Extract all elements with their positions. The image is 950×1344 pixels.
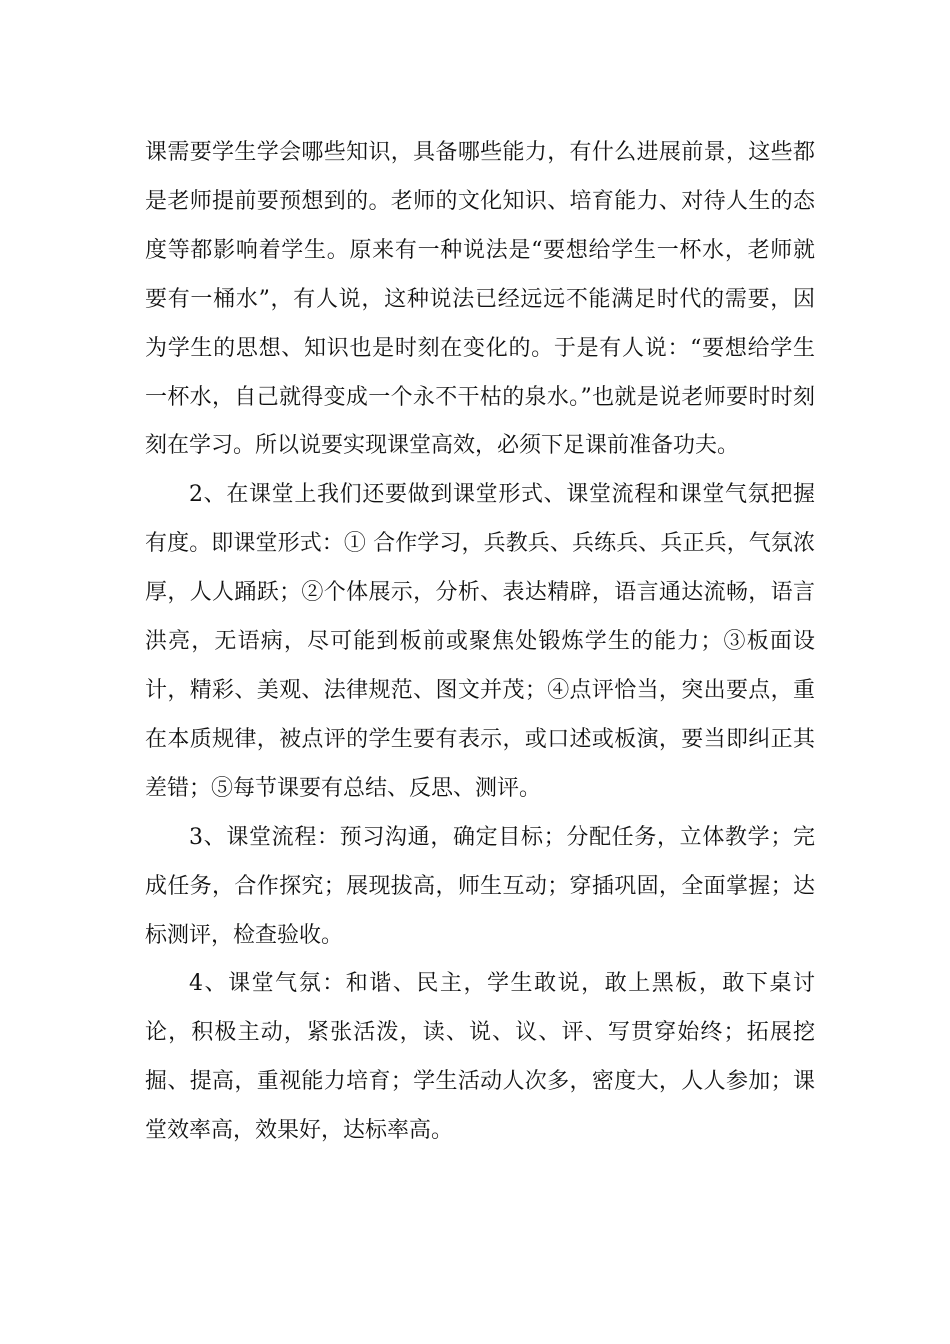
paragraph-lesson-preparation: 课需要学生学会哪些知识，具备哪些能力，有什么进展前景，这些都是老师提前要预想到的。老师的文化知识、培育能力、对待人生的态度等都影响着学生。原来有一种说法是“要想给学生一杯水，老师就要有一桶水”，有人说，这种说法已经远远不能满足时代的需要，因为学生的思想、知识也是时刻在变化的。于是有人说：“要想给学生一杯水，自己就得变成一个永不干枯的泉水。”也就是说老师要时时刻刻在学习。所以说要实现课堂高效，必须下足课前准备功夫。	[145, 140, 815, 459]
document-body	[145, 129, 815, 1156]
paragraph-classroom-process: 3、课堂流程：预习沟通，确定目标；分配任务，立体教学；完成任务，合作探究；展现拔高，师生互动；穿插巩固，全面掌握；达标测评，检查验收。	[145, 824, 815, 948]
paragraph-classroom-atmosphere: 4、课堂气氛：和谐、民主，学生敢说，敢上黑板，敢下桌讨论，积极主动，紧张活泼，读、说、议、评、写贯穿始终；拓展挖掘、提高，重视能力培育；学生活动人次多，密度大，人人参加；课堂效率高，效果好，达标率高。	[145, 971, 815, 1144]
paragraph-classroom-form: 2、在课堂上我们还要做到课堂形式、课堂流程和课堂气氛把握有度。即课堂形式：① 合作学习，兵教兵、兵练兵、兵正兵，气氛浓厚，人人踊跃；②个体展示，分析、表达精辟，语言通达流畅，语言洪亮，无语病，尽可能到板前或聚焦处锻炼学生的能力；③板面设计，精彩、美观、法律规范、图文并茂；④点评恰当，突出要点，重在本质规律，被点评的学生要有表示，或口述或板演，要当即纠正其差错；⑤每节课要有总结、反思、测评。	[145, 482, 815, 801]
